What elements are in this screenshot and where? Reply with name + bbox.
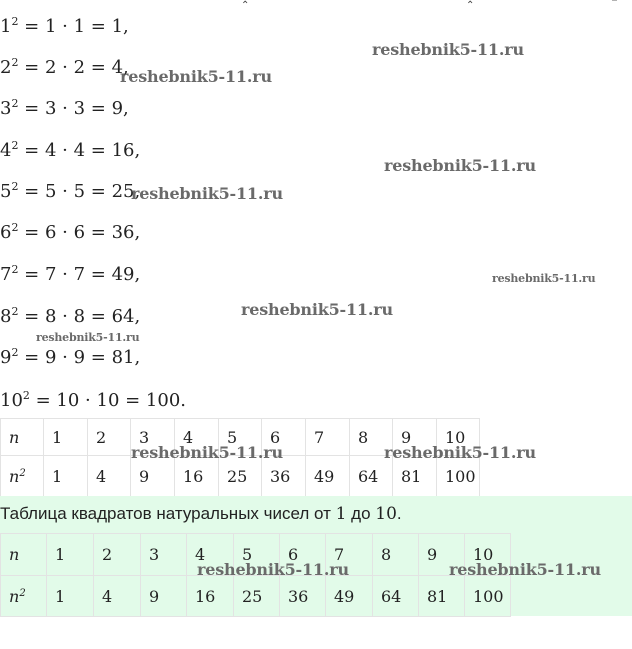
table-cell: 8	[373, 534, 419, 576]
table-cell: 4	[187, 534, 234, 576]
table-cell: 100	[437, 456, 480, 497]
table-cell: 10	[465, 534, 511, 576]
table-cell: 7	[326, 534, 373, 576]
table-cell: 81	[393, 456, 437, 497]
table-cell: 3	[131, 419, 175, 456]
table-cell: 10	[437, 419, 480, 456]
watermark: reshebnik5-11.ru	[492, 272, 596, 285]
table-cell: 1	[44, 419, 88, 456]
equation-10: $10^2 = 10 \cdot 10 = 100$.	[0, 389, 187, 411]
equation-3: $3^2 = 3 \cdot 3 = 9$,	[0, 97, 129, 119]
equation-2: $2^2 = 2 \cdot 2 = 4$,	[0, 56, 129, 78]
watermark: reshebnik5-11.ru	[197, 560, 349, 579]
watermark: reshebnik5-11.ru	[120, 67, 272, 86]
table-cell: 36	[262, 456, 306, 497]
table-row	[1, 576, 511, 617]
table-header-cell: n	[1, 534, 47, 576]
watermark: reshebnik5-11.ru	[449, 560, 601, 579]
equation-5: $5^2 = 5 \cdot 5 = 25$,	[0, 180, 141, 202]
watermark: reshebnik5-11.ru	[36, 331, 140, 344]
watermark: reshebnik5-11.ru	[384, 156, 536, 175]
table-cell: 1	[47, 534, 94, 576]
table-cell: 4	[175, 419, 219, 456]
table-cell: 25	[219, 456, 262, 497]
table-caption: Таблица квадратов натуральных чисел от 1 до 10.	[0, 504, 402, 524]
table-header-cell: $n^2$	[1, 456, 44, 497]
watermark: reshebnik5-11.ru	[131, 443, 283, 462]
table-cell: 4	[88, 456, 131, 497]
equation-9: $9^2 = 9 \cdot 9 = 81$,	[0, 346, 141, 368]
table-cell: 100	[465, 576, 511, 617]
table-cell: 9	[393, 419, 437, 456]
table-cell: 36	[280, 576, 326, 617]
table-cell: 49	[326, 576, 373, 617]
table-cell: 5	[234, 534, 280, 576]
table-cell: 1	[44, 456, 88, 497]
table-cell: 25	[234, 576, 280, 617]
table-cell: 16	[175, 456, 219, 497]
table-cell: 81	[419, 576, 465, 617]
watermark: reshebnik5-11.ru	[131, 184, 283, 203]
table-cell: 4	[94, 576, 141, 617]
table-cell: 8	[350, 419, 393, 456]
equation-7: $7^2 = 7 \cdot 7 = 49$,	[0, 263, 141, 285]
watermark: reshebnik5-11.ru	[384, 443, 536, 462]
watermark: reshebnik5-11.ru	[241, 300, 393, 319]
table-cell: 16	[187, 576, 234, 617]
table-cell: 9	[419, 534, 465, 576]
table-cell: 3	[141, 534, 187, 576]
table-cell: 5	[219, 419, 262, 456]
clipped-glyph: ⌃	[466, 0, 475, 11]
table-cell: 6	[280, 534, 326, 576]
clipped-glyph: ⌃	[241, 0, 250, 11]
table-cell: 2	[88, 419, 131, 456]
watermark: reshebnik5-11.ru	[372, 40, 524, 59]
table-header-cell: n	[1, 419, 44, 456]
equation-6: $6^2 = 6 \cdot 6 = 36$,	[0, 221, 141, 243]
equation-8: $8^2 = 8 \cdot 8 = 64$,	[0, 305, 141, 327]
table-cell: 64	[350, 456, 393, 497]
table-cell: 2	[94, 534, 141, 576]
table-cell: 64	[373, 576, 419, 617]
equation-4: $4^2 = 4 \cdot 4 = 16$,	[0, 139, 141, 161]
clipped-glyph: ‾	[612, 0, 617, 11]
table-cell: 7	[306, 419, 350, 456]
table-cell: 1	[47, 576, 94, 617]
table-cell: 9	[141, 576, 187, 617]
equation-1: $1^2 = 1 \cdot 1 = 1$,	[0, 15, 129, 37]
table-cell: 49	[306, 456, 350, 497]
table-cell: 9	[131, 456, 175, 497]
table-header-cell: $n^2$	[1, 576, 47, 617]
table-cell: 6	[262, 419, 306, 456]
